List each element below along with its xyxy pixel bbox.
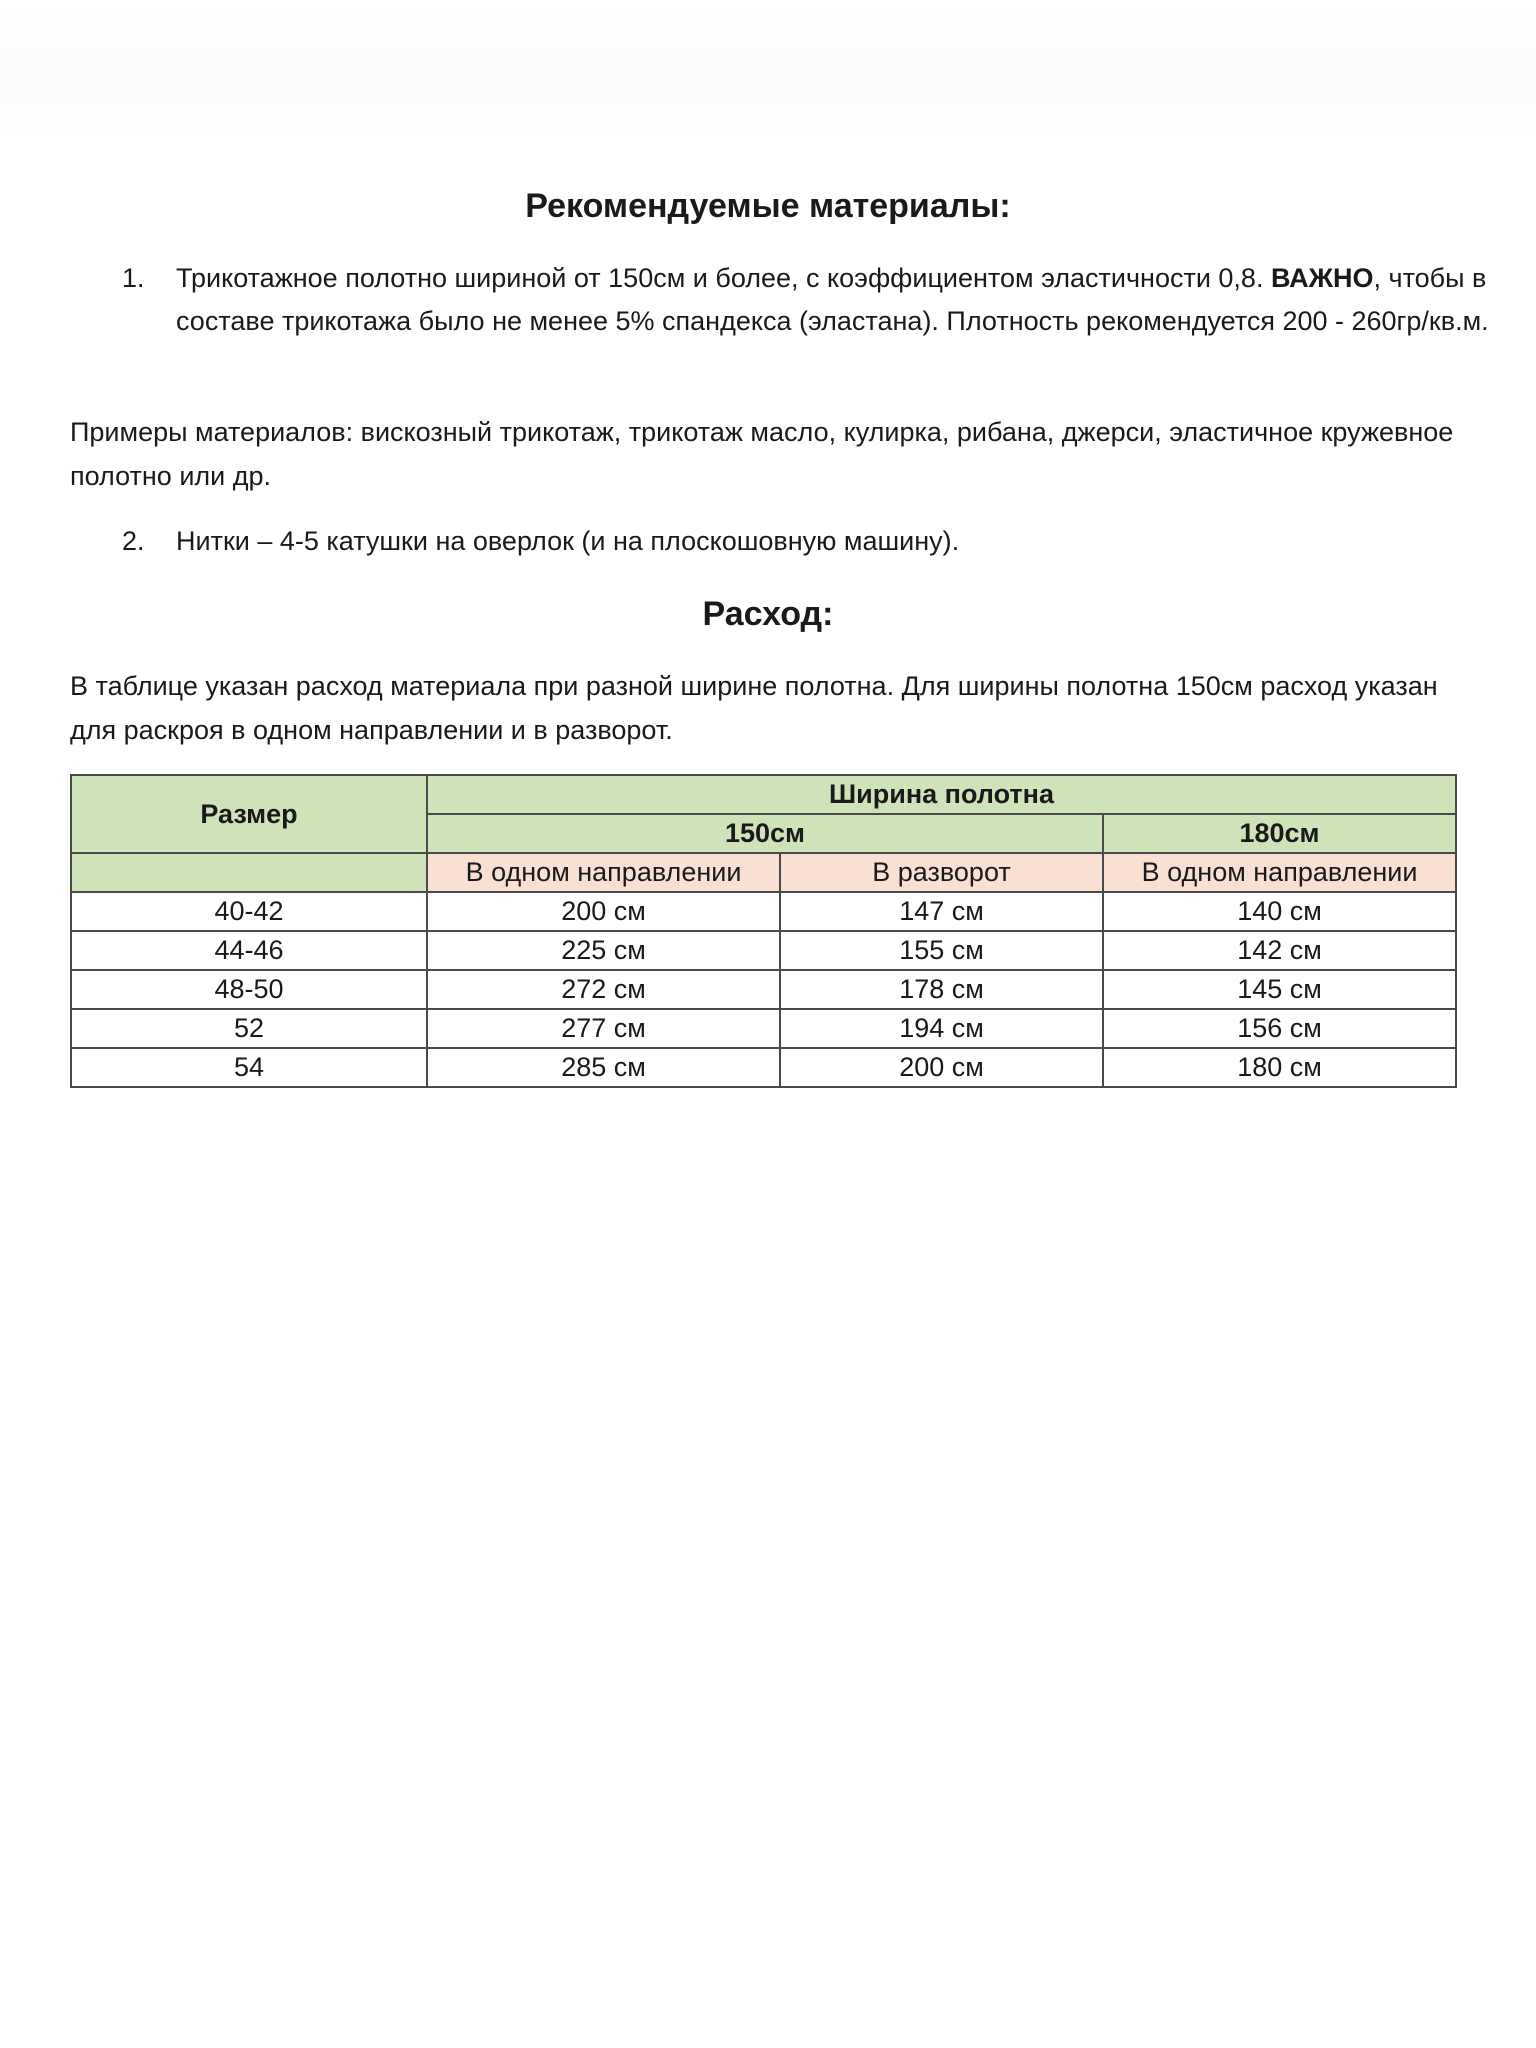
value-cell: 145 см	[1103, 970, 1456, 1009]
table-row	[71, 892, 1456, 931]
table-row	[71, 931, 1456, 970]
value-cell: 155 см	[780, 931, 1103, 970]
important-word: ВАЖНО	[1270, 263, 1374, 293]
subheader-one-direction-150: В одном направлении	[427, 853, 780, 892]
value-cell: 194 см	[780, 1009, 1103, 1048]
subheader-one-direction-180: В одном направлении	[1103, 853, 1456, 892]
value-cell: 142 см	[1103, 931, 1456, 970]
table-row	[71, 970, 1456, 1009]
value-cell: 178 см	[780, 970, 1103, 1009]
list-number: 2.	[122, 526, 145, 556]
materials-heading: Рекомендуемые материалы:	[525, 187, 1011, 225]
size-cell: 44-46	[71, 931, 427, 970]
size-cell: 48-50	[71, 970, 427, 1009]
table-row	[71, 1048, 1456, 1087]
list-text	[176, 257, 1506, 343]
value-cell: 156 см	[1103, 1009, 1456, 1048]
subheader-reverse-150: В разворот	[780, 853, 1103, 892]
value-cell: 147 см	[780, 892, 1103, 931]
size-cell: 54	[71, 1048, 427, 1087]
list-text: Нитки – 4-5 катушки на оверлок (и на плоскошовную машину).	[176, 526, 960, 556]
size-cell: 52	[71, 1009, 427, 1048]
value-cell: 277 см	[427, 1009, 780, 1048]
value-cell: 225 см	[427, 931, 780, 970]
fabric-text-part-b: , чтобы в составе трикотажа было не менее 5% спандекса (эластана). Плотность рекомендуется 200 - 260гр/кв.м.	[176, 263, 1489, 336]
value-cell: 285 см	[427, 1048, 780, 1087]
usage-paragraph: В таблице указан расход материала при разной ширине полотна. Для ширины полотна 150см расход указан для раскроя в одном направлении и в разворот.	[70, 671, 1438, 745]
list-number: 1.	[122, 263, 145, 293]
width-150-header: 150см	[427, 814, 1103, 853]
value-cell: 140 см	[1103, 892, 1456, 931]
table-row	[71, 1009, 1456, 1048]
width-header: Ширина полотна	[427, 775, 1456, 814]
fabric-text-part-a: Трикотажное полотно шириной от 150см и более, с коэффициентом эластичности 0,8.	[176, 263, 1271, 293]
value-cell: 272 см	[427, 970, 780, 1009]
consumption-heading: Расход:	[702, 595, 834, 633]
examples-paragraph: Примеры материалов: вискозный трикотаж, трикотаж масло, кулирка, рибана, джерси, эластичное кружевное полотно или др.	[70, 417, 1454, 491]
top-band	[0, 0, 1536, 140]
value-cell: 200 см	[780, 1048, 1103, 1087]
size-cell: 40-42	[71, 892, 427, 931]
value-cell: 180 см	[1103, 1048, 1456, 1087]
value-cell: 200 см	[427, 892, 780, 931]
size-header: Размер	[71, 775, 427, 853]
size-header-spacer	[71, 853, 427, 892]
width-180-header: 180см	[1103, 814, 1456, 853]
consumption-table	[70, 774, 1457, 1088]
